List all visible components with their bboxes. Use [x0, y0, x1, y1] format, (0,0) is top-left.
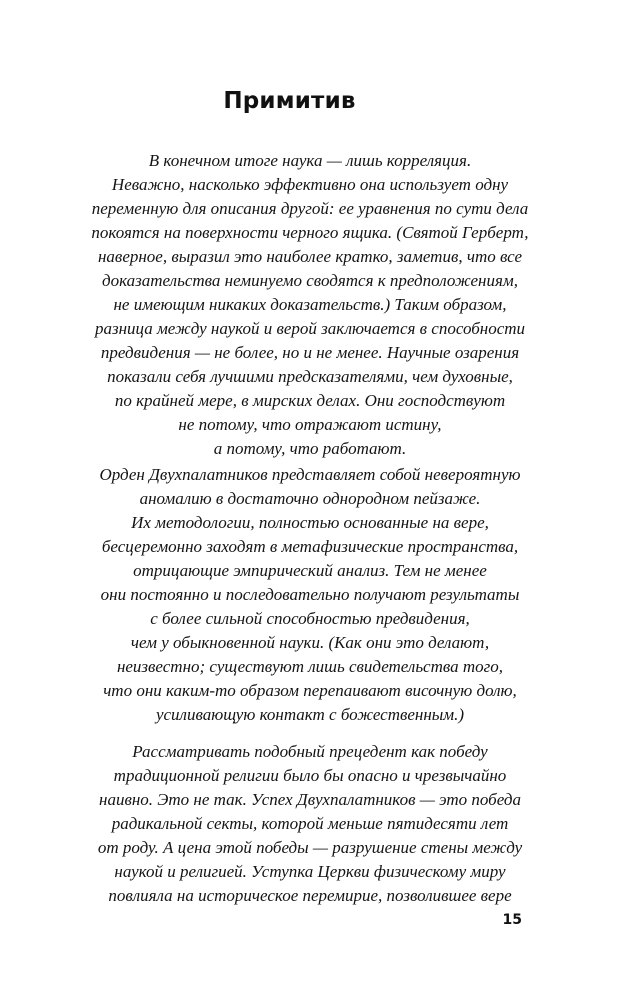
text-line: не потому, что отражают истину, — [178, 415, 442, 434]
text-line: переменную для описания другой: ее уравнения по сути дела — [91, 199, 529, 218]
text-line: показали себя лучшими предсказателями, чем духовные, — [107, 367, 513, 386]
chapter-title: Примитив — [223, 88, 356, 114]
text-line: по крайней мере, в мирских делах. Они господствуют — [114, 391, 506, 410]
text-line: разница между наукой и верой заключается в способности — [94, 319, 526, 338]
text-line: покоятся на поверхности черного ящика. (Святой Герберт, — [91, 223, 529, 242]
text-line: чем у обыкновенной науки. (Как они это делают, — [130, 633, 490, 652]
text-line: с более сильной способностью предвидения, — [150, 609, 470, 628]
text-line: наивно. Это не так. Успех Двухпалатников — это победа — [99, 790, 521, 809]
text-line: Орден Двухпалатников представляет собой невероятную — [99, 465, 521, 484]
text-line: Их методологии, полностью основанные на вере, — [131, 513, 489, 532]
text-line: а потому, что работают. — [213, 439, 407, 458]
text-line: традиционной религии было бы опасно и чрезвычайно — [113, 766, 507, 785]
text-line: бесцеремонно заходят в метафизические пространства, — [101, 537, 519, 556]
text-line: Рассматривать подобный прецедент как победу — [132, 742, 488, 761]
page-number: 15 — [502, 912, 522, 928]
text-line: В конечном итоге наука — лишь корреляция. — [148, 151, 472, 170]
text-line: усиливающую контакт с божественным.) — [155, 705, 465, 724]
text-line: радикальной секты, которой меньше пятидесяти лет — [111, 814, 509, 833]
text-line: предвидения — не более, но и не менее. Научные озарения — [100, 343, 520, 362]
text-line: наукой и религией. Уступка Церкви физическому миру — [114, 862, 506, 881]
paragraph-1 — [40, 149, 580, 461]
text-line: неизвестно; существуют лишь свидетельства того, — [116, 657, 504, 676]
text-line: от роду. А цена этой победы — разрушение стены между — [97, 838, 523, 857]
text-line: Неважно, насколько эффективно она использует одну — [111, 175, 509, 194]
text-line: они постоянно и последовательно получают результаты — [100, 585, 520, 604]
text-line: что они каким-то образом перепаивают височную долю, — [103, 681, 517, 700]
text-line: доказательства неминуемо сводятся к предположениям, — [102, 271, 518, 290]
text-line: не имеющим никаких доказательств.) Таким образом, — [113, 295, 507, 314]
paragraph-3 — [40, 740, 580, 908]
text-line: отрицающие эмпирический анализ. Тем не менее — [133, 561, 487, 580]
text-line: наверное, выразил это наиболее кратко, заметив, что все — [98, 247, 522, 266]
paragraph-2 — [40, 463, 580, 727]
text-line: аномалию в достаточно однородном пейзаже. — [139, 489, 481, 508]
text-line: повлияла на историческое перемирие, позволившее вере — [108, 886, 512, 905]
